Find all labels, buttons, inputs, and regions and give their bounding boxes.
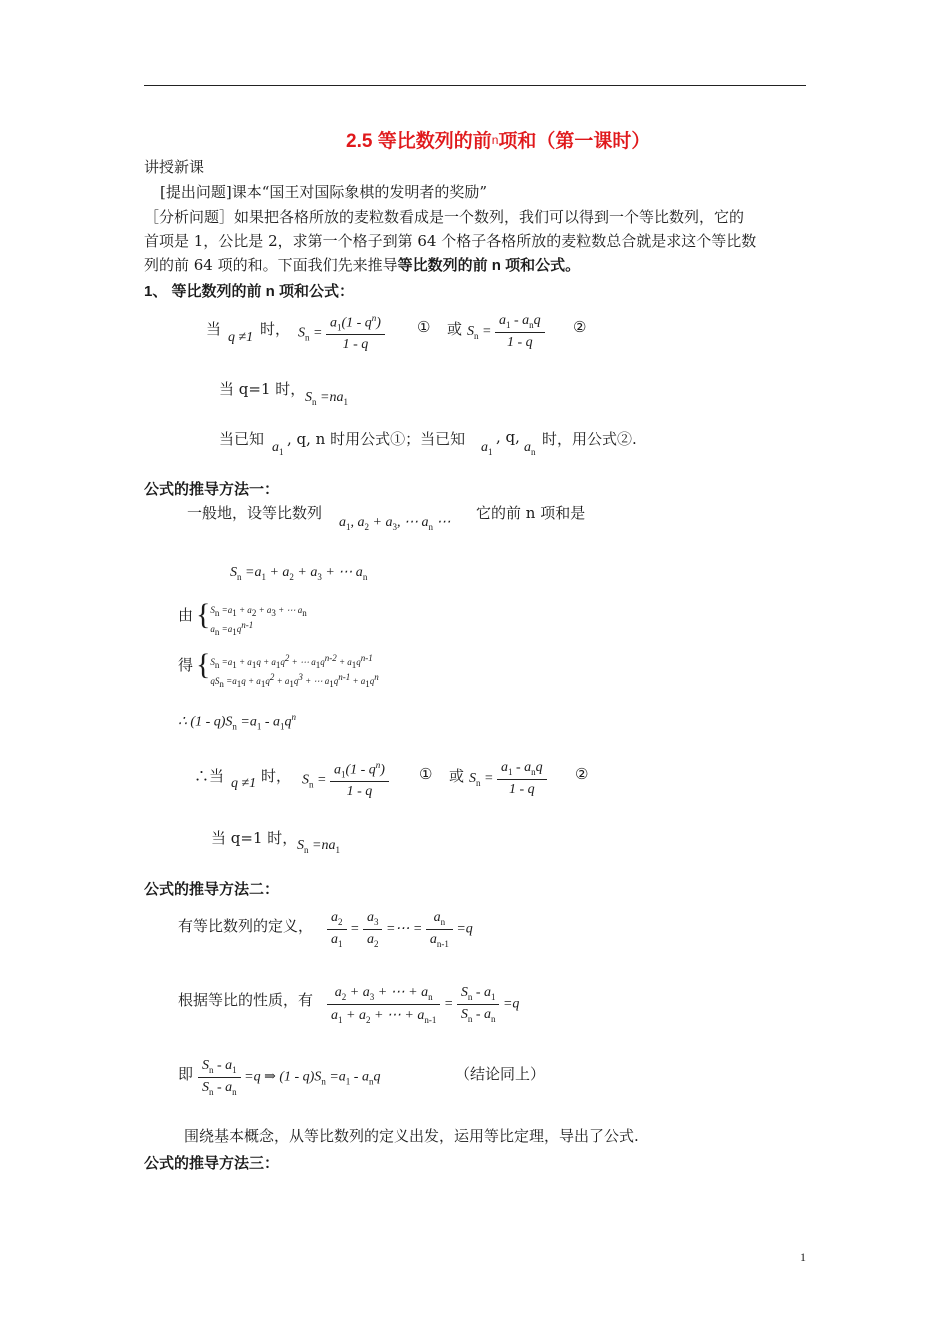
- method1-intro-b: 它的前 n 项和是: [476, 504, 586, 522]
- sum-formula-1: $S_n$ = $\frac{a_1(1 - q^n)}{1 - q}$: [298, 313, 385, 353]
- raise-question: [提出问题]课本“国王对国际象棋的发明者的奖励”: [160, 183, 488, 201]
- page-number: 1: [800, 1250, 806, 1264]
- analyze-line-3: 列的前 64 项的和。下面我们先来推导等比数列的前 n 项和公式。: [144, 256, 581, 274]
- property-text: 根据等比的性质，有: [178, 991, 314, 1009]
- text-shi: 时，: [260, 320, 291, 338]
- ratio-chain: $\frac{a_2}{a_1}$ = $\frac{a_3}{a_2}$ =⋯ = $\frac{a_n}{a_{n-1}}$ =q: [327, 910, 473, 949]
- sum-definition: $S_n =a_1 + a_2 + a_3$ + ⋯ $a_n$: [230, 565, 368, 582]
- heading-method-3: 公式的推导方法三：: [144, 1155, 280, 1172]
- text-ji: 即: [178, 1065, 194, 1083]
- text-or-2: 或: [449, 767, 465, 785]
- known-a: 当已知: [219, 430, 265, 448]
- formula-general: 当: [206, 320, 222, 338]
- derived-equation: $\frac{S_n - a_1}{S_n - a_n}$ =q ⇒ $(1 - q)S_n =a_1 - a_nq$: [198, 1058, 380, 1097]
- q-equals-1: 当 q=1 时，: [219, 380, 306, 398]
- text-or: 或: [447, 320, 463, 338]
- a1-symbol-2: $a_1$: [481, 440, 493, 457]
- text-de: 得: [178, 656, 194, 674]
- therefore-equation: ∴ $(1 - q)S_n =a_1 - a_1q^n$: [178, 712, 297, 732]
- known-d: 时，用公式②.: [542, 430, 637, 448]
- analyze-line-2: 首项是 1，公比是 2，求第一个格子到第 64 个格子各格所放的麦粒数总合就是求这个等比数: [144, 232, 757, 250]
- q-equals-1-b: 当 q=1 时，: [211, 829, 298, 847]
- sum-q1: $S_n =na_1$: [305, 390, 348, 407]
- sum-formula-4: $S_n$ = $\frac{a_1 - a_nq}{1 - q}$: [469, 760, 547, 798]
- known-b: , q, n 时用公式①；当已知: [287, 430, 466, 448]
- method1-intro: 一般地，设等比数列: [187, 504, 323, 522]
- text-shi-2: 时，: [261, 767, 292, 785]
- analyze-line-1: ［分析问题］如果把各格所放的麦粒数看成是一个数列，我们可以得到一个等比数列，它的: [144, 208, 745, 226]
- known-c: , q,: [496, 428, 520, 446]
- sum-formula-3: $S_n$ = $\frac{a_1(1 - q^n)}{1 - q}$: [302, 760, 389, 800]
- therefore-when: ∴当: [194, 767, 225, 785]
- section-label: 讲授新课: [144, 158, 205, 176]
- a1-symbol: $a_1$: [272, 440, 284, 457]
- heading-method-2: 公式的推导方法二：: [144, 881, 280, 898]
- sum-q1-b: $S_n =na_1$: [297, 838, 340, 855]
- circle-4: ②: [575, 765, 589, 783]
- summary-text: 围绕基本概念，从等比数列的定义出发，运用等比定理，导出了公式.: [184, 1127, 639, 1145]
- condition-q: q ≠1: [228, 330, 254, 345]
- circle-1: ①: [417, 318, 431, 336]
- an-symbol: $a_n$: [524, 440, 536, 457]
- page-title: 2.5 等比数列的前n项和（第一课时）: [346, 131, 651, 152]
- text-you: 由: [178, 606, 194, 624]
- condition-q-2: q ≠1: [231, 776, 257, 791]
- ratio-property: $\frac{a_2 + a_3 + \cdots + a_n}{a_1 + a_2 + \cdots + a_{n-1}}$ = $\frac{S_n - a_1}{S_n - a_n}$ =q: [327, 984, 519, 1025]
- conclusion-note: （结论同上）: [455, 1065, 546, 1083]
- heading-method-1: 公式的推导方法一：: [144, 481, 280, 498]
- system-1: {$S_n =a_1 + a_2 + a_3$ + ⋯ $a_n$ $a_n =a_1q^{n-1}$: [196, 598, 307, 637]
- heading-formula: 1、 等比数列的前 n 项和公式：: [144, 283, 355, 300]
- definition-text: 有等比数列的定义，: [178, 917, 314, 935]
- sequence-terms: $a_1$, $a_2 + a_3$, ⋯ $a_n$ ⋯: [339, 515, 451, 532]
- sum-formula-2: $S_n$ = $\frac{a_1 - a_nq}{1 - q}$: [467, 313, 545, 351]
- header-rule: [144, 85, 806, 86]
- system-2: {$S_n =a_1 + a_1q + a_1q^2$ + ⋯ $a_1q^{n-2} + a_1q^{n-1}$ $qS_n =a_1q + a_1q^2 + a_1q^3$ + ⋯ $a_1q^{n-1} + a_1q^n$: [196, 648, 379, 689]
- circle-3: ①: [419, 765, 433, 783]
- circle-2: ②: [573, 318, 587, 336]
